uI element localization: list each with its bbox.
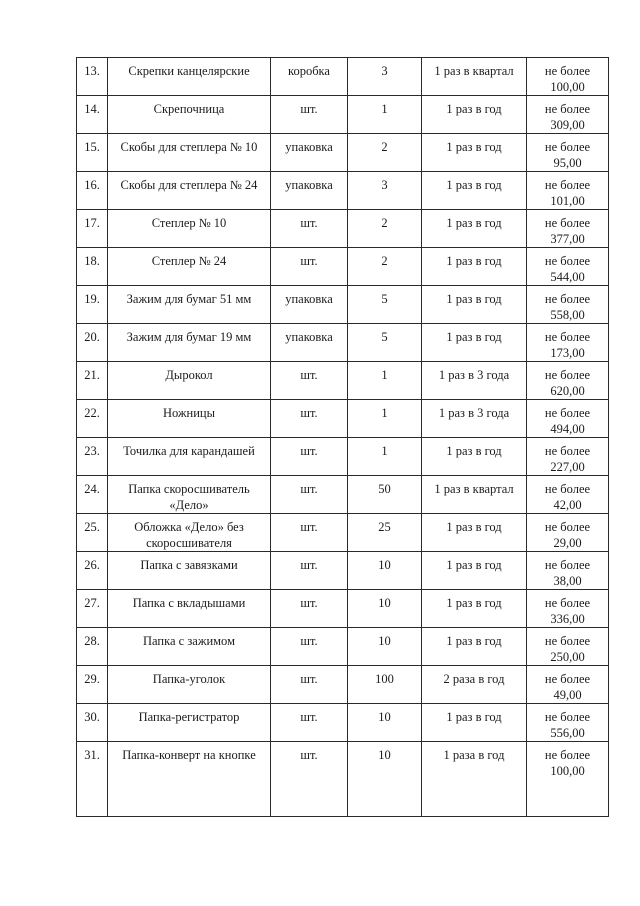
price-cell <box>527 210 609 248</box>
price-cell <box>527 286 609 324</box>
quantity: 10 <box>348 742 422 817</box>
price-label: не более <box>544 64 591 78</box>
table-row <box>77 172 609 210</box>
unit-of-measure: шт. <box>271 704 348 742</box>
price-cell <box>527 514 609 552</box>
price-value: 250,00 <box>550 650 585 664</box>
item-name: Зажим для бумаг 51 мм <box>108 286 271 324</box>
row-number: 18. <box>77 248 108 286</box>
quantity: 1 <box>348 96 422 134</box>
table-row <box>77 400 609 438</box>
table-row <box>77 134 609 172</box>
item-name: Папка с завязками <box>108 552 271 590</box>
table-row <box>77 324 609 362</box>
price-label: не более <box>544 216 591 230</box>
table-row <box>77 704 609 742</box>
item-name: Папка-конверт на кнопке <box>108 742 271 817</box>
price-label: не более <box>544 520 591 534</box>
price-label: не более <box>544 330 591 344</box>
quantity: 10 <box>348 590 422 628</box>
price-label: не более <box>544 254 591 268</box>
table-row <box>77 628 609 666</box>
price-cell <box>527 248 609 286</box>
price-cell <box>527 438 609 476</box>
unit-of-measure: шт. <box>271 210 348 248</box>
price-label: не более <box>544 140 591 154</box>
quantity: 25 <box>348 514 422 552</box>
price-value: 336,00 <box>550 612 585 626</box>
price-value: 101,00 <box>550 194 585 208</box>
unit-of-measure: шт. <box>271 666 348 704</box>
row-number: 21. <box>77 362 108 400</box>
price-cell <box>527 704 609 742</box>
row-number: 17. <box>77 210 108 248</box>
frequency: 1 раз в год <box>422 438 527 476</box>
frequency: 1 раз в год <box>422 704 527 742</box>
frequency: 1 раз в год <box>422 286 527 324</box>
price-value: 38,00 <box>553 574 582 588</box>
price-value: 377,00 <box>550 232 585 246</box>
supplies-table-body <box>77 58 609 817</box>
table-row <box>77 248 609 286</box>
unit-of-measure: шт. <box>271 438 348 476</box>
table-row <box>77 210 609 248</box>
quantity: 3 <box>348 172 422 210</box>
item-name: Папка с вкладышами <box>108 590 271 628</box>
item-name: Дырокол <box>108 362 271 400</box>
item-name: Степлер № 24 <box>108 248 271 286</box>
price-value: 620,00 <box>550 384 585 398</box>
item-name: Папка скоросшиватель «Дело» <box>108 476 271 514</box>
price-label: не более <box>544 596 591 610</box>
quantity: 1 <box>348 400 422 438</box>
item-name: Папка-уголок <box>108 666 271 704</box>
unit-of-measure: шт. <box>271 628 348 666</box>
price-cell <box>527 742 609 817</box>
price-cell <box>527 96 609 134</box>
quantity: 10 <box>348 628 422 666</box>
row-number: 26. <box>77 552 108 590</box>
quantity: 2 <box>348 248 422 286</box>
quantity: 5 <box>348 324 422 362</box>
frequency: 1 раз в квартал <box>422 476 527 514</box>
price-label: не более <box>544 444 591 458</box>
item-name: Скобы для степлера № 24 <box>108 172 271 210</box>
quantity: 1 <box>348 362 422 400</box>
unit-of-measure: шт. <box>271 742 348 817</box>
price-label: не более <box>544 406 591 420</box>
price-value: 227,00 <box>550 460 585 474</box>
price-cell <box>527 134 609 172</box>
item-name: Степлер № 10 <box>108 210 271 248</box>
price-value: 544,00 <box>550 270 585 284</box>
item-name: Обложка «Дело» без скоросшивателя <box>108 514 271 552</box>
frequency: 1 раз в год <box>422 210 527 248</box>
item-name: Зажим для бумаг 19 мм <box>108 324 271 362</box>
table-row <box>77 742 609 817</box>
price-cell <box>527 400 609 438</box>
row-number: 14. <box>77 96 108 134</box>
unit-of-measure: шт. <box>271 590 348 628</box>
price-cell <box>527 324 609 362</box>
price-cell <box>527 552 609 590</box>
item-name: Скобы для степлера № 10 <box>108 134 271 172</box>
frequency: 1 раза в год <box>422 742 527 817</box>
item-name: Папка с зажимом <box>108 628 271 666</box>
frequency: 1 раз в квартал <box>422 58 527 96</box>
quantity: 3 <box>348 58 422 96</box>
price-value: 494,00 <box>550 422 585 436</box>
table-row <box>77 96 609 134</box>
unit-of-measure: коробка <box>271 58 348 96</box>
unit-of-measure: шт. <box>271 552 348 590</box>
item-name: Скрепки канцелярские <box>108 58 271 96</box>
quantity: 10 <box>348 552 422 590</box>
price-label: не более <box>544 178 591 192</box>
frequency: 1 раз в год <box>422 552 527 590</box>
unit-of-measure: шт. <box>271 96 348 134</box>
price-value: 558,00 <box>550 308 585 322</box>
price-value: 100,00 <box>550 764 585 778</box>
quantity: 10 <box>348 704 422 742</box>
frequency: 1 раз в 3 года <box>422 362 527 400</box>
price-value: 95,00 <box>553 156 582 170</box>
table-row <box>77 362 609 400</box>
row-number: 20. <box>77 324 108 362</box>
price-label: не более <box>544 672 591 686</box>
price-label: не более <box>544 634 591 648</box>
quantity: 100 <box>348 666 422 704</box>
table-row <box>77 590 609 628</box>
frequency: 1 раз в год <box>422 628 527 666</box>
unit-of-measure: шт. <box>271 400 348 438</box>
quantity: 2 <box>348 134 422 172</box>
price-cell <box>527 628 609 666</box>
quantity: 5 <box>348 286 422 324</box>
table-row <box>77 438 609 476</box>
unit-of-measure: упаковка <box>271 134 348 172</box>
table-row <box>77 476 609 514</box>
price-label: не более <box>544 558 591 572</box>
price-label: не более <box>544 292 591 306</box>
row-number: 16. <box>77 172 108 210</box>
supplies-table <box>76 57 609 817</box>
table-row <box>77 552 609 590</box>
quantity: 50 <box>348 476 422 514</box>
price-cell <box>527 58 609 96</box>
frequency: 1 раз в год <box>422 134 527 172</box>
row-number: 15. <box>77 134 108 172</box>
price-value: 556,00 <box>550 726 585 740</box>
row-number: 25. <box>77 514 108 552</box>
price-cell <box>527 172 609 210</box>
unit-of-measure: шт. <box>271 476 348 514</box>
frequency: 1 раз в год <box>422 96 527 134</box>
frequency: 1 раз в 3 года <box>422 400 527 438</box>
item-name: Точилка для карандашей <box>108 438 271 476</box>
price-cell <box>527 362 609 400</box>
price-value: 173,00 <box>550 346 585 360</box>
price-label: не более <box>544 368 591 382</box>
frequency: 1 раз в год <box>422 324 527 362</box>
unit-of-measure: упаковка <box>271 324 348 362</box>
frequency: 1 раз в год <box>422 514 527 552</box>
quantity: 2 <box>348 210 422 248</box>
item-name: Ножницы <box>108 400 271 438</box>
price-label: не более <box>544 482 591 496</box>
table-row <box>77 666 609 704</box>
table-row <box>77 286 609 324</box>
item-name: Скрепочница <box>108 96 271 134</box>
row-number: 24. <box>77 476 108 514</box>
table-row <box>77 514 609 552</box>
price-value: 100,00 <box>550 80 585 94</box>
row-number: 23. <box>77 438 108 476</box>
unit-of-measure: упаковка <box>271 172 348 210</box>
price-label: не более <box>544 748 591 762</box>
row-number: 27. <box>77 590 108 628</box>
row-number: 30. <box>77 704 108 742</box>
item-name: Папка-регистратор <box>108 704 271 742</box>
unit-of-measure: шт. <box>271 362 348 400</box>
price-cell <box>527 666 609 704</box>
price-cell <box>527 590 609 628</box>
price-value: 42,00 <box>553 498 582 512</box>
row-number: 28. <box>77 628 108 666</box>
row-number: 31. <box>77 742 108 817</box>
price-value: 309,00 <box>550 118 585 132</box>
frequency: 1 раз в год <box>422 248 527 286</box>
price-value: 29,00 <box>553 536 582 550</box>
row-number: 13. <box>77 58 108 96</box>
row-number: 19. <box>77 286 108 324</box>
table-row <box>77 58 609 96</box>
frequency: 1 раз в год <box>422 172 527 210</box>
price-label: не более <box>544 102 591 116</box>
price-value: 49,00 <box>553 688 582 702</box>
row-number: 29. <box>77 666 108 704</box>
unit-of-measure: шт. <box>271 514 348 552</box>
frequency: 1 раз в год <box>422 590 527 628</box>
unit-of-measure: шт. <box>271 248 348 286</box>
row-number: 22. <box>77 400 108 438</box>
frequency: 2 раза в год <box>422 666 527 704</box>
price-cell <box>527 476 609 514</box>
unit-of-measure: упаковка <box>271 286 348 324</box>
quantity: 1 <box>348 438 422 476</box>
price-label: не более <box>544 710 591 724</box>
